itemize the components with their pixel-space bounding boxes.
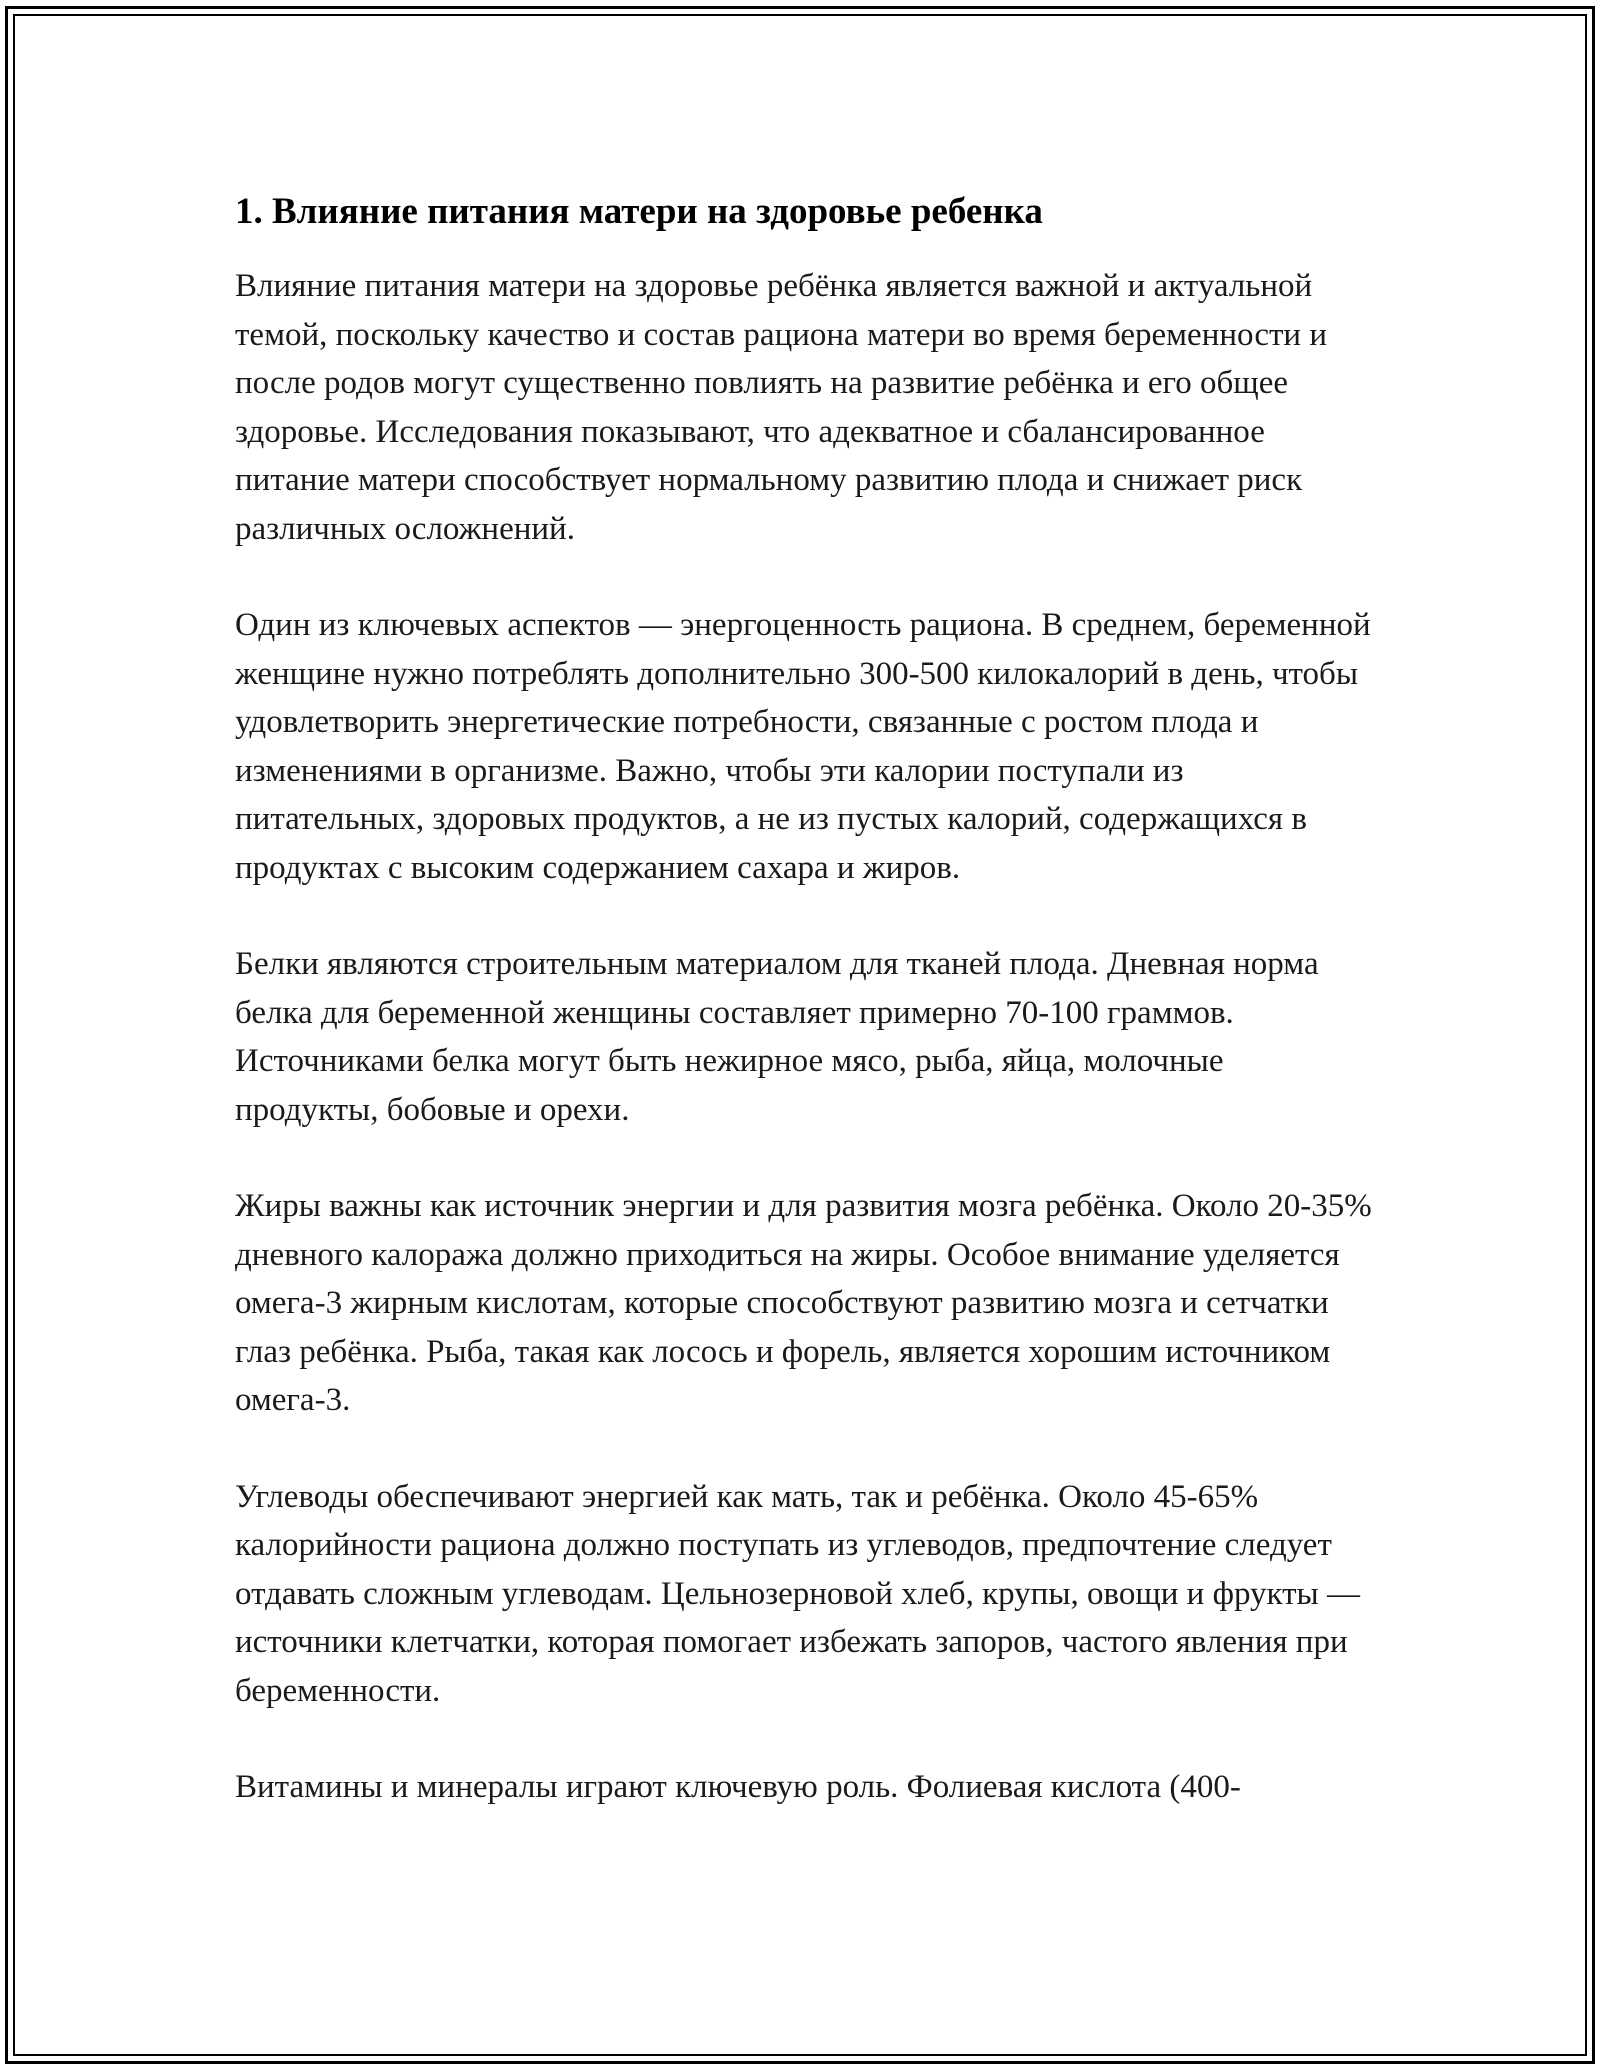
document-body [235, 186, 1375, 1812]
paragraph-intro: Влияние питания матери на здоровье ребёнка является важной и актуальной темой, поскольку качество и состав рациона матери во время беременности и после родов могут существенно повлиять на развитие ребёнка и его общее здоровье. Исследования показывают, что адекватное и сбалансированное питание матери способствует нормальному развитию плода и снижает риск различных осложнений. [235, 268, 1327, 547]
paragraph-vitamins: Витамины и минералы играют ключевую роль. Фолиевая кислота (400- [235, 1769, 1241, 1805]
paragraph-fats: Жиры важны как источник энергии и для развития мозга ребёнка. Около 20-35% дневного калоража должно приходиться на жиры. Особое внимание уделяется омега-3 жирным кислотам, которые способствуют развитию мозга и сетчатки глаз ребёнка. Рыба, такая как лосось и форель, является хорошим источником омега-3. [235, 1188, 1372, 1418]
paragraph-carbohydrates: Углеводы обеспечивают энергией как мать, так и ребёнка. Около 45-65% калорийности рациона должно поступать из углеводов, предпочтение следует отдавать сложным углеводам. Цельнозерновой хлеб, крупы, овощи и фрукты — источники клетчатки, которая помогает избежать запоров, частого явления при беременности. [235, 1478, 1360, 1709]
paragraph-energy: Один из ключевых аспектов — энергоценность рациона. В среднем, беременной женщине нужно потреблять дополнительно 300-500 килокалорий в день, чтобы удовлетворить энергетические потребности, связанные с ростом плода и изменениями в организме. Важно, чтобы эти калории поступали из питательных, здоровых продуктов, а не из пустых калорий, содержащихся в продуктах с высоким содержанием сахара и жиров. [235, 607, 1371, 886]
paragraph-proteins: Белки являются строительным материалом для тканей плода. Дневная норма белка для беременной женщины составляет примерно 70-100 граммов. Источниками белка могут быть нежирное мясо, рыба, яйца, молочные продукты, бобовые и орехи. [235, 946, 1319, 1128]
section-heading: 1. Влияние питания матери на здоровье ребенка [235, 191, 1043, 232]
